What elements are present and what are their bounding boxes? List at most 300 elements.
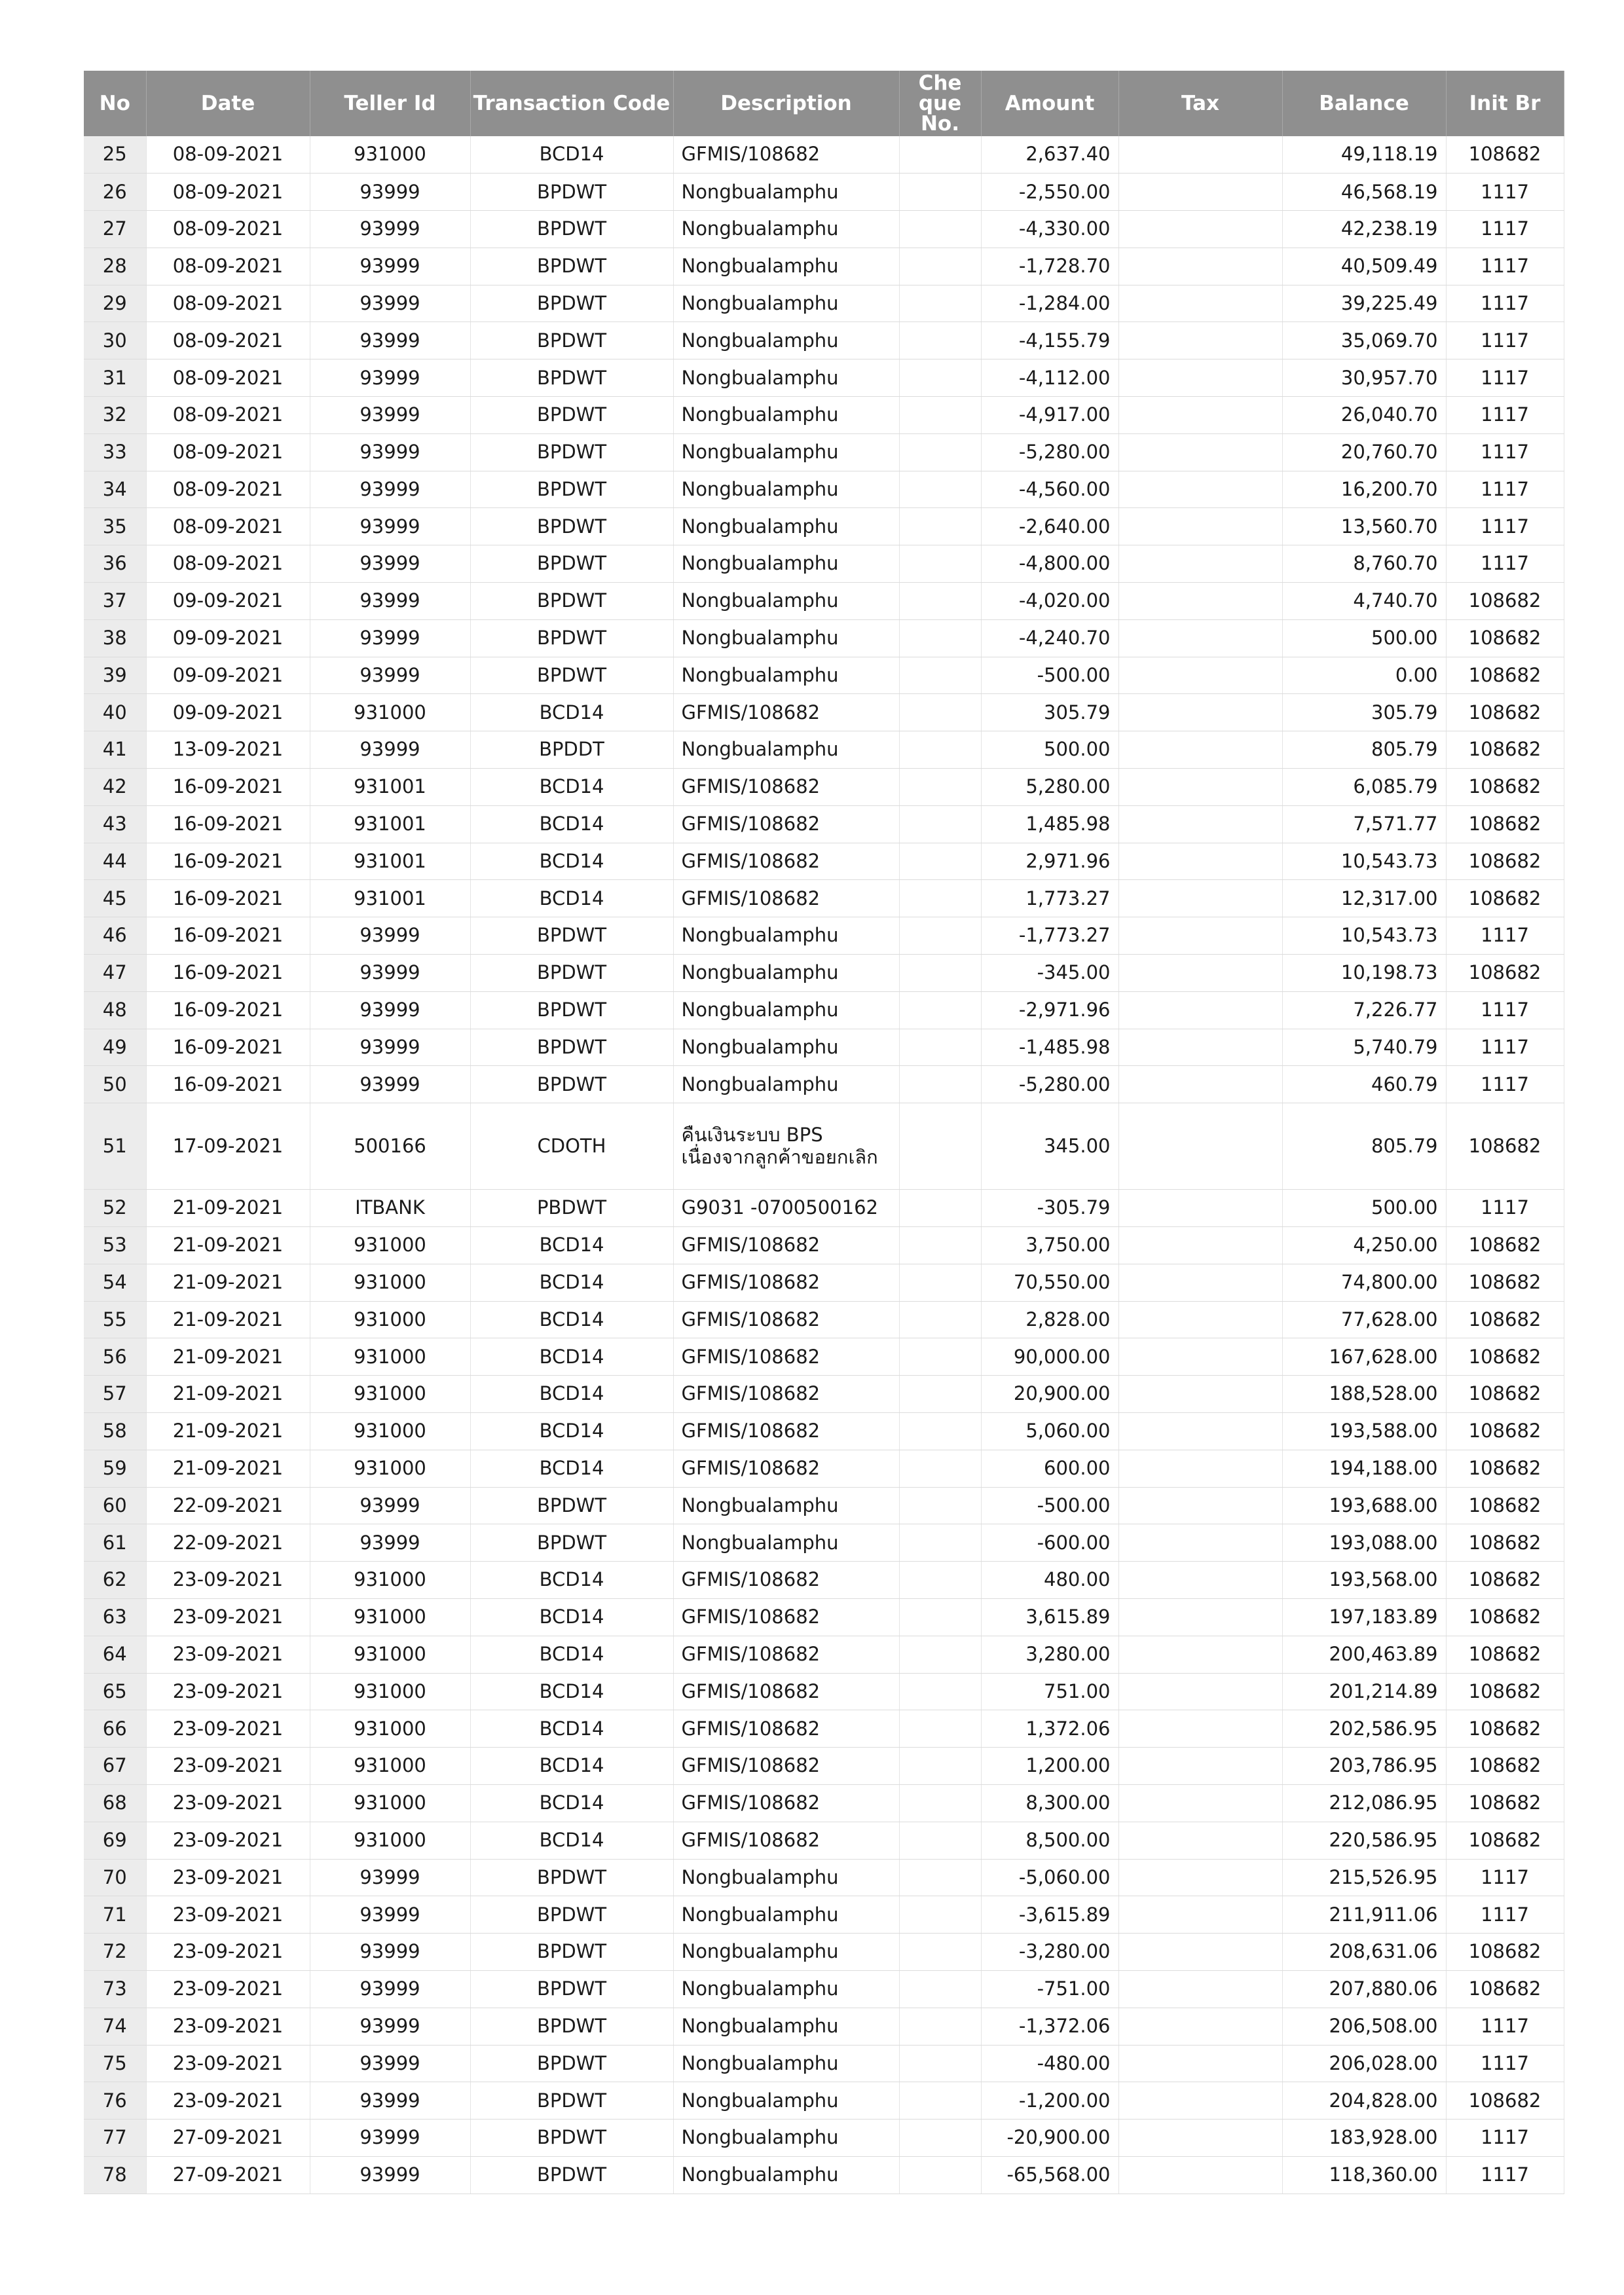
date-cell: 23-09-2021 — [146, 1934, 310, 1971]
no-cell: 62 — [84, 1562, 146, 1599]
no-cell: 50 — [84, 1066, 146, 1103]
description-cell: GFMIS/108682 — [673, 769, 899, 806]
tax-cell — [1118, 174, 1282, 211]
transaction-code-cell: BPDWT — [470, 1066, 673, 1103]
date-cell: 23-09-2021 — [146, 1673, 310, 1710]
cheque-no-cell — [899, 694, 981, 731]
no-cell: 38 — [84, 619, 146, 657]
table-row — [84, 433, 1564, 471]
transaction-code-cell: BPDWT — [470, 991, 673, 1029]
cheque-no-cell — [899, 285, 981, 322]
tax-cell — [1118, 1562, 1282, 1599]
teller-id-cell: 93999 — [310, 174, 470, 211]
description-cell: Nongbualamphu — [673, 2082, 899, 2120]
amount-cell: 20,900.00 — [981, 1376, 1118, 1413]
init-br-cell: 108682 — [1446, 1413, 1564, 1450]
table-row — [84, 1264, 1564, 1301]
cheque-no-cell — [899, 843, 981, 880]
description-cell: Nongbualamphu — [673, 731, 899, 769]
cheque-no-cell — [899, 657, 981, 694]
tax-cell — [1118, 657, 1282, 694]
no-cell: 56 — [84, 1338, 146, 1376]
teller-id-cell: 93999 — [310, 211, 470, 248]
teller-id-cell: 93999 — [310, 955, 470, 992]
teller-id-cell: 93999 — [310, 2045, 470, 2082]
transaction-code-cell: BCD14 — [470, 805, 673, 843]
cheque-no-cell — [899, 433, 981, 471]
balance-cell: 10,198.73 — [1282, 955, 1446, 992]
date-cell: 16-09-2021 — [146, 917, 310, 955]
tax-cell — [1118, 1338, 1282, 1376]
no-cell: 47 — [84, 955, 146, 992]
init-br-cell: 108682 — [1446, 1710, 1564, 1748]
amount-cell: 1,200.00 — [981, 1748, 1118, 1785]
teller-id-cell: 93999 — [310, 433, 470, 471]
no-cell: 36 — [84, 545, 146, 583]
description-cell: GFMIS/108682 — [673, 1598, 899, 1636]
date-cell: 21-09-2021 — [146, 1376, 310, 1413]
description-cell: GFMIS/108682 — [673, 1301, 899, 1338]
tax-cell — [1118, 508, 1282, 545]
tax-cell — [1118, 2008, 1282, 2045]
date-cell: 09-09-2021 — [146, 657, 310, 694]
table-row — [84, 211, 1564, 248]
cheque-no-cell — [899, 1338, 981, 1376]
init-br-cell: 1117 — [1446, 1029, 1564, 1066]
date-cell: 23-09-2021 — [146, 1636, 310, 1673]
cheque-no-cell — [899, 2120, 981, 2157]
init-br-cell: 1117 — [1446, 174, 1564, 211]
balance-cell: 208,631.06 — [1282, 1934, 1446, 1971]
init-br-cell: 1117 — [1446, 322, 1564, 359]
tax-cell — [1118, 1934, 1282, 1971]
description-cell: GFMIS/108682 — [673, 1710, 899, 1748]
teller-id-cell: 931000 — [310, 1413, 470, 1450]
cheque-no-cell — [899, 359, 981, 397]
description-cell: GFMIS/108682 — [673, 1227, 899, 1264]
description-cell: GFMIS/108682 — [673, 694, 899, 731]
amount-cell: -4,800.00 — [981, 545, 1118, 583]
cheque-no-cell — [899, 397, 981, 434]
teller-id-cell: 931001 — [310, 769, 470, 806]
transaction-code-cell: BCD14 — [470, 1710, 673, 1748]
cheque-no-cell — [899, 471, 981, 508]
amount-cell: 8,500.00 — [981, 1822, 1118, 1859]
balance-cell: 193,568.00 — [1282, 1562, 1446, 1599]
teller-id-cell: 931001 — [310, 880, 470, 917]
transaction-code-cell: BPDWT — [470, 583, 673, 620]
init-br-cell: 108682 — [1446, 731, 1564, 769]
no-cell: 35 — [84, 508, 146, 545]
date-cell: 23-09-2021 — [146, 2082, 310, 2120]
init-br-cell: 1117 — [1446, 2045, 1564, 2082]
init-br-cell: 108682 — [1446, 1748, 1564, 1785]
date-cell: 16-09-2021 — [146, 991, 310, 1029]
amount-cell: -2,971.96 — [981, 991, 1118, 1029]
transaction-code-cell: BPDWT — [470, 955, 673, 992]
date-cell: 08-09-2021 — [146, 285, 310, 322]
amount-cell: -20,900.00 — [981, 2120, 1118, 2157]
balance-cell: 167,628.00 — [1282, 1338, 1446, 1376]
amount-cell: 500.00 — [981, 731, 1118, 769]
balance-cell: 7,571.77 — [1282, 805, 1446, 843]
balance-cell: 5,740.79 — [1282, 1029, 1446, 1066]
init-br-cell: 108682 — [1446, 1338, 1564, 1376]
balance-cell: 201,214.89 — [1282, 1673, 1446, 1710]
tax-cell — [1118, 285, 1282, 322]
table-row — [84, 174, 1564, 211]
table-row — [84, 1301, 1564, 1338]
cheque-no-cell — [899, 1748, 981, 1785]
balance-cell: 202,586.95 — [1282, 1710, 1446, 1748]
transaction-code-cell: BPDWT — [470, 545, 673, 583]
balance-cell: 12,317.00 — [1282, 880, 1446, 917]
balance-cell: 40,509.49 — [1282, 248, 1446, 285]
balance-cell: 6,085.79 — [1282, 769, 1446, 806]
cheque-no-cell — [899, 1301, 981, 1338]
no-cell: 61 — [84, 1524, 146, 1562]
teller-id-cell: 93999 — [310, 471, 470, 508]
description-cell: Nongbualamphu — [673, 1524, 899, 1562]
tax-cell — [1118, 955, 1282, 992]
transaction-code-cell: BPDWT — [470, 1859, 673, 1896]
teller-id-cell: 93999 — [310, 2156, 470, 2194]
transaction-code-cell: BCD14 — [470, 1784, 673, 1822]
no-cell: 55 — [84, 1301, 146, 1338]
amount-cell: -4,330.00 — [981, 211, 1118, 248]
cheque-no-cell — [899, 322, 981, 359]
tax-cell — [1118, 731, 1282, 769]
cheque-no-cell — [899, 2045, 981, 2082]
description-cell: Nongbualamphu — [673, 359, 899, 397]
balance-cell: 805.79 — [1282, 731, 1446, 769]
no-cell: 54 — [84, 1264, 146, 1301]
amount-cell: 2,971.96 — [981, 843, 1118, 880]
balance-cell: 204,828.00 — [1282, 2082, 1446, 2120]
no-cell: 31 — [84, 359, 146, 397]
cheque-no-cell — [899, 2156, 981, 2194]
teller-id-cell: ITBANK — [310, 1190, 470, 1227]
description-cell: Nongbualamphu — [673, 1896, 899, 1934]
no-cell: 60 — [84, 1487, 146, 1524]
table-row — [84, 843, 1564, 880]
transaction-code-cell: CDOTH — [470, 1103, 673, 1190]
date-cell: 23-09-2021 — [146, 2008, 310, 2045]
table-row — [84, 471, 1564, 508]
table-row — [84, 2156, 1564, 2194]
init-br-cell: 1117 — [1446, 1066, 1564, 1103]
tax-cell — [1118, 211, 1282, 248]
amount-cell: -1,485.98 — [981, 1029, 1118, 1066]
amount-cell: -3,615.89 — [981, 1896, 1118, 1934]
cheque-no-cell — [899, 1636, 981, 1673]
cheque-no-cell — [899, 1970, 981, 2008]
column-header-balance: Balance — [1282, 71, 1446, 136]
amount-cell: -4,917.00 — [981, 397, 1118, 434]
description-cell: Nongbualamphu — [673, 1487, 899, 1524]
no-cell: 43 — [84, 805, 146, 843]
transaction-code-cell: BPDWT — [470, 174, 673, 211]
cheque-no-cell — [899, 880, 981, 917]
amount-cell: 1,372.06 — [981, 1710, 1118, 1748]
date-cell: 23-09-2021 — [146, 1562, 310, 1599]
tax-cell — [1118, 1970, 1282, 2008]
init-br-cell: 108682 — [1446, 1970, 1564, 2008]
description-cell: Nongbualamphu — [673, 2045, 899, 2082]
tax-cell — [1118, 248, 1282, 285]
init-br-cell: 1117 — [1446, 285, 1564, 322]
balance-cell: 49,118.19 — [1282, 136, 1446, 174]
balance-cell: 193,088.00 — [1282, 1524, 1446, 1562]
init-br-cell: 108682 — [1446, 2082, 1564, 2120]
teller-id-cell: 931000 — [310, 1822, 470, 1859]
init-br-cell: 108682 — [1446, 880, 1564, 917]
init-br-cell: 108682 — [1446, 1487, 1564, 1524]
init-br-cell: 108682 — [1446, 1227, 1564, 1264]
cheque-no-cell — [899, 1413, 981, 1450]
description-cell: GFMIS/108682 — [673, 1822, 899, 1859]
cheque-no-cell — [899, 2008, 981, 2045]
table-row — [84, 322, 1564, 359]
tax-cell — [1118, 397, 1282, 434]
description-cell: Nongbualamphu — [673, 2008, 899, 2045]
cheque-no-cell — [899, 1822, 981, 1859]
description-cell: Nongbualamphu — [673, 248, 899, 285]
init-br-cell: 108682 — [1446, 805, 1564, 843]
no-cell: 75 — [84, 2045, 146, 2082]
table-row — [84, 991, 1564, 1029]
table-row — [84, 694, 1564, 731]
amount-cell: -600.00 — [981, 1524, 1118, 1562]
description-cell: GFMIS/108682 — [673, 1413, 899, 1450]
tax-cell — [1118, 1636, 1282, 1673]
transaction-code-cell: BPDWT — [470, 397, 673, 434]
description-cell: GFMIS/108682 — [673, 1376, 899, 1413]
transaction-code-cell: BPDWT — [470, 433, 673, 471]
amount-cell: -305.79 — [981, 1190, 1118, 1227]
transaction-code-cell: BPDWT — [470, 2082, 673, 2120]
transaction-code-cell: BPDWT — [470, 917, 673, 955]
balance-cell: 212,086.95 — [1282, 1784, 1446, 1822]
cheque-no-cell — [899, 619, 981, 657]
teller-id-cell: 93999 — [310, 1029, 470, 1066]
amount-cell: -4,020.00 — [981, 583, 1118, 620]
balance-cell: 200,463.89 — [1282, 1636, 1446, 1673]
init-br-cell: 1117 — [1446, 545, 1564, 583]
table-row — [84, 359, 1564, 397]
balance-cell: 197,183.89 — [1282, 1598, 1446, 1636]
date-cell: 23-09-2021 — [146, 1710, 310, 1748]
transaction-code-cell: BCD14 — [470, 1450, 673, 1487]
description-cell: คืนเงินระบบ BPS เนื่องจากลูกค้าขอยกเลิก — [673, 1103, 899, 1190]
tax-cell — [1118, 1264, 1282, 1301]
column-header-amount: Amount — [981, 71, 1118, 136]
cheque-no-cell — [899, 731, 981, 769]
table-row — [84, 1673, 1564, 1710]
teller-id-cell: 931001 — [310, 805, 470, 843]
balance-cell: 4,250.00 — [1282, 1227, 1446, 1264]
table-row — [84, 1934, 1564, 1971]
tax-cell — [1118, 880, 1282, 917]
transaction-code-cell: BCD14 — [470, 1338, 673, 1376]
cheque-no-cell — [899, 1784, 981, 1822]
amount-cell: -4,240.70 — [981, 619, 1118, 657]
no-cell: 32 — [84, 397, 146, 434]
amount-cell: 90,000.00 — [981, 1338, 1118, 1376]
table-row — [84, 136, 1564, 174]
no-cell: 63 — [84, 1598, 146, 1636]
tax-cell — [1118, 2156, 1282, 2194]
table-row — [84, 1338, 1564, 1376]
balance-cell: 0.00 — [1282, 657, 1446, 694]
init-br-cell: 1117 — [1446, 1190, 1564, 1227]
date-cell: 22-09-2021 — [146, 1524, 310, 1562]
init-br-cell: 108682 — [1446, 619, 1564, 657]
init-br-cell: 1117 — [1446, 248, 1564, 285]
teller-id-cell: 931000 — [310, 1562, 470, 1599]
balance-cell: 35,069.70 — [1282, 322, 1446, 359]
transaction-code-cell: BCD14 — [470, 880, 673, 917]
tax-cell — [1118, 1227, 1282, 1264]
amount-cell: 2,828.00 — [981, 1301, 1118, 1338]
date-cell: 23-09-2021 — [146, 1822, 310, 1859]
init-br-cell: 108682 — [1446, 843, 1564, 880]
description-cell: GFMIS/108682 — [673, 1784, 899, 1822]
table-row — [84, 1029, 1564, 1066]
tax-cell — [1118, 1710, 1282, 1748]
tax-cell — [1118, 322, 1282, 359]
amount-cell: -5,060.00 — [981, 1859, 1118, 1896]
no-cell: 53 — [84, 1227, 146, 1264]
amount-cell: -4,155.79 — [981, 322, 1118, 359]
table-row — [84, 769, 1564, 806]
amount-cell: -4,560.00 — [981, 471, 1118, 508]
amount-cell: 5,060.00 — [981, 1413, 1118, 1450]
no-cell: 33 — [84, 433, 146, 471]
teller-id-cell: 93999 — [310, 359, 470, 397]
description-cell: GFMIS/108682 — [673, 1264, 899, 1301]
init-br-cell: 108682 — [1446, 1264, 1564, 1301]
table-row — [84, 1896, 1564, 1934]
no-cell: 34 — [84, 471, 146, 508]
teller-id-cell: 93999 — [310, 731, 470, 769]
description-cell: GFMIS/108682 — [673, 1562, 899, 1599]
no-cell: 25 — [84, 136, 146, 174]
init-br-cell: 108682 — [1446, 657, 1564, 694]
init-br-cell: 108682 — [1446, 1636, 1564, 1673]
table-row — [84, 583, 1564, 620]
table-row — [84, 731, 1564, 769]
balance-cell: 26,040.70 — [1282, 397, 1446, 434]
amount-cell: -2,640.00 — [981, 508, 1118, 545]
date-cell: 23-09-2021 — [146, 1859, 310, 1896]
init-br-cell: 108682 — [1446, 1562, 1564, 1599]
balance-cell: 193,588.00 — [1282, 1413, 1446, 1450]
init-br-cell: 1117 — [1446, 1859, 1564, 1896]
tax-cell — [1118, 1784, 1282, 1822]
date-cell: 17-09-2021 — [146, 1103, 310, 1190]
description-cell: GFMIS/108682 — [673, 1450, 899, 1487]
balance-cell: 194,188.00 — [1282, 1450, 1446, 1487]
teller-id-cell: 93999 — [310, 917, 470, 955]
column-header-no: No — [84, 71, 146, 136]
teller-id-cell: 93999 — [310, 285, 470, 322]
table-row — [84, 1450, 1564, 1487]
amount-cell: 1,773.27 — [981, 880, 1118, 917]
cheque-no-cell — [899, 1066, 981, 1103]
tax-cell — [1118, 769, 1282, 806]
no-cell: 41 — [84, 731, 146, 769]
transaction-code-cell: BCD14 — [470, 136, 673, 174]
transaction-code-cell: BCD14 — [470, 1748, 673, 1785]
tax-cell — [1118, 991, 1282, 1029]
init-br-cell: 108682 — [1446, 583, 1564, 620]
date-cell: 08-09-2021 — [146, 211, 310, 248]
init-br-cell: 108682 — [1446, 694, 1564, 731]
column-header-date: Date — [146, 71, 310, 136]
tax-cell — [1118, 136, 1282, 174]
init-br-cell: 1117 — [1446, 2120, 1564, 2157]
transaction-code-cell: BCD14 — [470, 1413, 673, 1450]
no-cell: 44 — [84, 843, 146, 880]
cheque-no-cell — [899, 991, 981, 1029]
teller-id-cell: 93999 — [310, 508, 470, 545]
init-br-cell: 1117 — [1446, 991, 1564, 1029]
balance-cell: 500.00 — [1282, 1190, 1446, 1227]
description-cell: Nongbualamphu — [673, 397, 899, 434]
tax-cell — [1118, 1524, 1282, 1562]
teller-id-cell: 93999 — [310, 248, 470, 285]
table-row — [84, 1524, 1564, 1562]
balance-cell: 460.79 — [1282, 1066, 1446, 1103]
balance-cell: 211,911.06 — [1282, 1896, 1446, 1934]
no-cell: 42 — [84, 769, 146, 806]
description-cell: Nongbualamphu — [673, 955, 899, 992]
date-cell: 09-09-2021 — [146, 583, 310, 620]
balance-cell: 8,760.70 — [1282, 545, 1446, 583]
teller-id-cell: 931000 — [310, 1598, 470, 1636]
no-cell: 57 — [84, 1376, 146, 1413]
balance-cell: 30,957.70 — [1282, 359, 1446, 397]
init-br-cell: 108682 — [1446, 1934, 1564, 1971]
no-cell: 49 — [84, 1029, 146, 1066]
teller-id-cell: 93999 — [310, 1487, 470, 1524]
cheque-no-cell — [899, 1934, 981, 1971]
init-br-cell: 1117 — [1446, 917, 1564, 955]
table-row — [84, 880, 1564, 917]
transaction-code-cell: BPDWT — [470, 1934, 673, 1971]
tax-cell — [1118, 1190, 1282, 1227]
transaction-code-cell: BCD14 — [470, 1822, 673, 1859]
date-cell: 08-09-2021 — [146, 397, 310, 434]
table-row — [84, 2120, 1564, 2157]
tax-cell — [1118, 2045, 1282, 2082]
table-row — [84, 285, 1564, 322]
tax-cell — [1118, 2082, 1282, 2120]
no-cell: 27 — [84, 211, 146, 248]
tax-cell — [1118, 1066, 1282, 1103]
cheque-no-cell — [899, 583, 981, 620]
init-br-cell: 1117 — [1446, 359, 1564, 397]
transaction-code-cell: BPDWT — [470, 359, 673, 397]
date-cell: 22-09-2021 — [146, 1487, 310, 1524]
description-cell: GFMIS/108682 — [673, 1673, 899, 1710]
amount-cell: -1,284.00 — [981, 285, 1118, 322]
teller-id-cell: 93999 — [310, 1896, 470, 1934]
teller-id-cell: 93999 — [310, 1970, 470, 2008]
balance-cell: 220,586.95 — [1282, 1822, 1446, 1859]
transaction-code-cell: BPDWT — [470, 1524, 673, 1562]
